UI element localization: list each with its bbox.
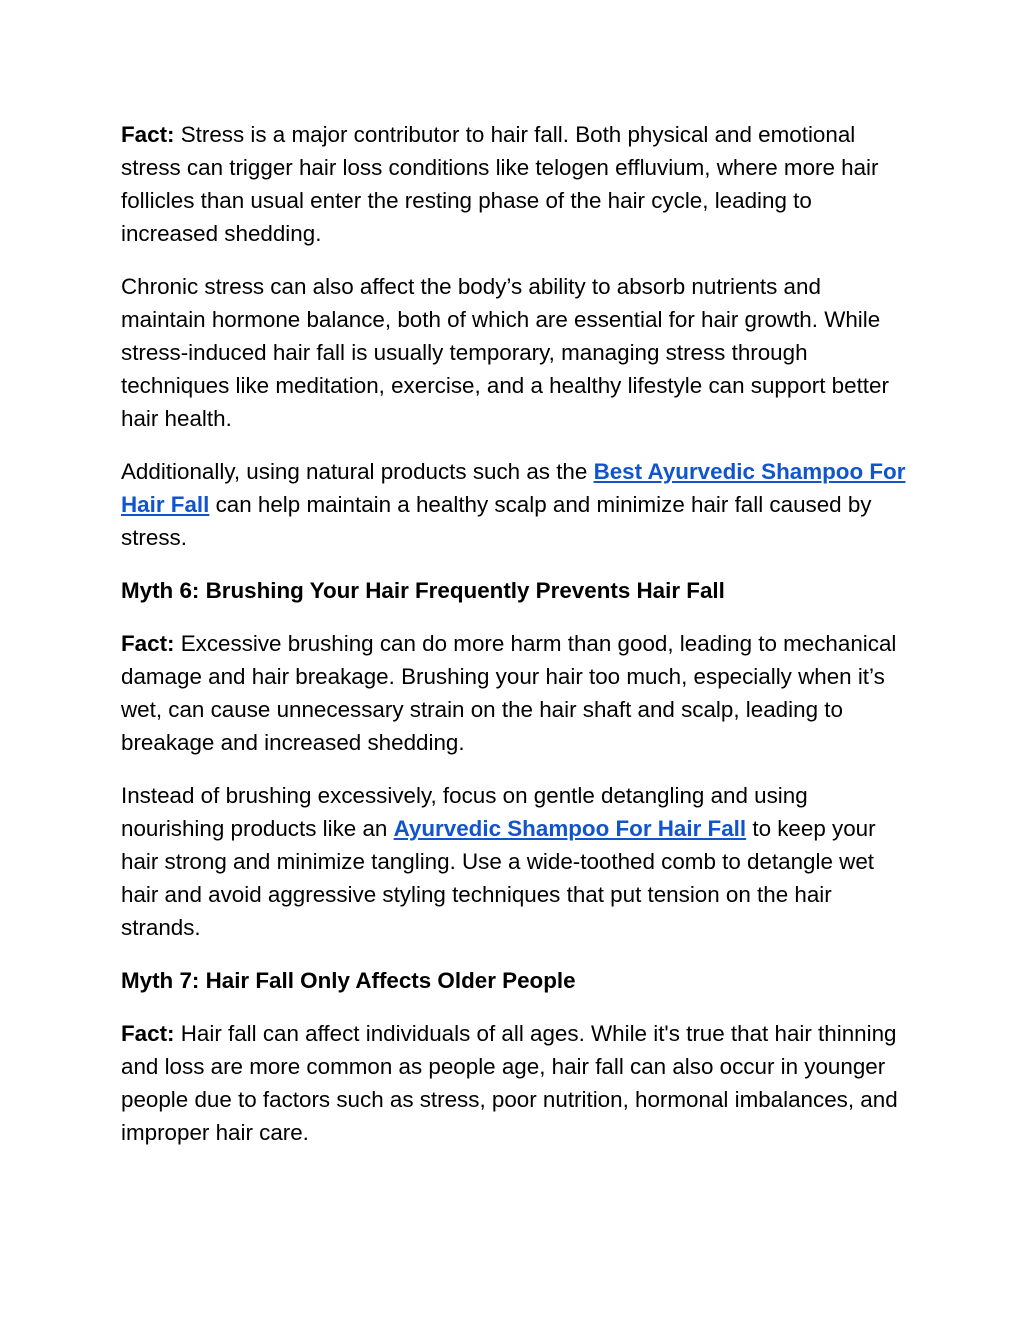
fact-text: Stress is a major contributor to hair fall. Both physical and emotional stress can trigger hair loss conditions like telogen effluvium, where more hair follicles than usual enter the resting phase of the hair cycle, leading to increased shedding. xyxy=(121,122,879,246)
paragraph-text-after-link: can help maintain a healthy scalp and minimize hair fall caused by stress. xyxy=(121,492,872,550)
paragraph-text-before-link: Additionally, using natural products such as the xyxy=(121,459,594,484)
fact-label: Fact: xyxy=(121,122,175,147)
instead-of-brushing-paragraph xyxy=(121,779,911,944)
chronic-stress-paragraph: Chronic stress can also affect the body’s ability to absorb nutrients and maintain hormone balance, both of which are essential for hair growth. While stress-induced hair fall is usually temporary, managing stress through techniques like meditation, exercise, and a healthy lifestyle can support better hair health. xyxy=(121,274,889,431)
paragraph-text-before-link: Instead of brushing excessively, focus on gentle detangling and using nourishing products like an xyxy=(121,783,808,841)
myth-6-heading: Myth 6: Brushing Your Hair Frequently Prevents Hair Fall xyxy=(121,578,725,603)
fact-paragraph-brushing xyxy=(121,627,911,759)
myth-7-heading: Myth 7: Hair Fall Only Affects Older People xyxy=(121,968,576,993)
paragraph-text-after-link: to keep your hair strong and minimize tangling. Use a wide-toothed comb to detangle wet hair and avoid aggressive styling techniques that put tension on the hair strands. xyxy=(121,816,876,940)
fact-paragraph-ages xyxy=(121,1017,911,1149)
ayurvedic-shampoo-link[interactable]: Ayurvedic Shampoo For Hair Fall xyxy=(393,816,747,841)
fact-text: Hair fall can affect individuals of all ages. While it's true that hair thinning and loss are more common as people age, hair fall can also occur in younger people due to factors such as stress, poor nutrition, hormonal imbalances, and improper hair care. xyxy=(121,1021,898,1145)
fact-label: Fact: xyxy=(121,631,175,656)
document-page xyxy=(121,116,911,1169)
fact-text: Excessive brushing can do more harm than good, leading to mechanical damage and hair breakage. Brushing your hair too much, especially when it’s wet, can cause unnecessary strain on the hair shaft and scalp, leading to breakage and increased shedding. xyxy=(121,631,897,755)
fact-paragraph-stress xyxy=(121,118,911,250)
additionally-paragraph xyxy=(121,455,911,554)
fact-label: Fact: xyxy=(121,1021,175,1046)
best-ayurvedic-shampoo-link[interactable]: Best Ayurvedic Shampoo For Hair Fall xyxy=(121,459,906,517)
